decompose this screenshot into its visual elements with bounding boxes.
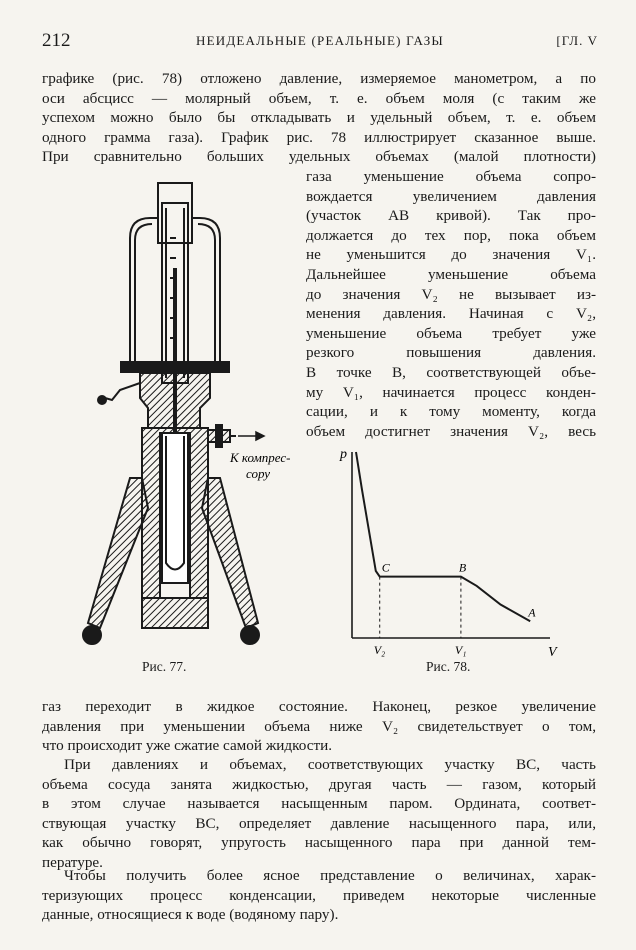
running-title: НЕИДЕАЛЬНЫЕ (РЕАЛЬНЫЕ) ГАЗЫ bbox=[196, 33, 444, 48]
base-plate bbox=[120, 361, 230, 373]
text-line: должается до тех пор, пока объем bbox=[306, 226, 596, 244]
text-line: пературе. bbox=[42, 853, 103, 871]
text-line: (участок AB кривой). Так про- bbox=[306, 207, 596, 225]
point-b-label: B bbox=[458, 560, 467, 575]
text-line: Чтобы получить более ясное представление о величинах, харак- bbox=[64, 867, 596, 884]
text-line: объема сосуда занята жидкостью, другая часть — газом, который bbox=[42, 775, 596, 793]
paragraph-1-top bbox=[42, 69, 596, 167]
text-line: давления при уменьшении объема ниже V₂ свидетельствует о том, bbox=[42, 717, 596, 735]
clamp-screw bbox=[98, 383, 140, 404]
figure-77-caption: Рис. 77. bbox=[142, 659, 187, 674]
point-c-label: C bbox=[381, 560, 390, 575]
text-line: что происходит уже сжатие самой жидкости. bbox=[42, 737, 333, 755]
paragraph-1-wrap bbox=[306, 167, 596, 441]
text-line: При давлениях и объемах, соответствующих участку BC, часть bbox=[64, 756, 596, 773]
paragraph-3 bbox=[42, 866, 596, 925]
paragraph-1-end bbox=[42, 697, 596, 756]
page-number: 212 bbox=[42, 30, 71, 51]
tick-label-v2: V₂ bbox=[373, 643, 386, 657]
text-line: сации, и к тому моменту, когда bbox=[306, 403, 596, 421]
text-line: му V₁, начинается процесс конден- bbox=[306, 383, 596, 401]
text-line: газа уменьшение объема сопро- bbox=[306, 168, 596, 185]
point-a-label: A bbox=[528, 605, 536, 620]
text-line: до значения V₂ не вызывает из- bbox=[306, 285, 596, 303]
x-axis-label: V bbox=[548, 645, 557, 660]
chapter-label: [ГЛ. V bbox=[556, 33, 598, 48]
arrow-to-compressor bbox=[238, 432, 264, 440]
text-line: объем достигнет значения V₂, весь bbox=[306, 422, 596, 440]
y-axis-label: p bbox=[340, 447, 347, 462]
tick-label-v1: V₁ bbox=[454, 643, 467, 657]
isotherm-curve bbox=[356, 452, 530, 621]
text-line: резкого повышения давления. bbox=[306, 344, 596, 362]
compressor-label-line1: К компрес- bbox=[230, 450, 291, 465]
text-line: успехом можно было бы откладывать и удельный объем, т. е. объем bbox=[42, 109, 596, 127]
text-line: оси абсцисс — молярный объем, т. е. объем моля (с таким же bbox=[42, 89, 596, 107]
text-line: вождается увеличением давления bbox=[306, 187, 596, 205]
text-line: графике (рис. 78) отложено давление, измеряемое манометром, а по bbox=[42, 70, 596, 87]
text-line: Дальнейшее уменьшение объема bbox=[306, 265, 596, 283]
text-line: менения давления. Начиная с V₂, bbox=[306, 305, 596, 323]
text-line: ствующая участку BC, определяет давление насыщенного пара, или, bbox=[42, 814, 596, 832]
text-line: уменьшение объема требует уже bbox=[306, 324, 596, 342]
compressor-label-line2: сору bbox=[246, 466, 271, 481]
page-header bbox=[42, 30, 598, 52]
text-line: данные, относящиеся к воде (водяному пару). bbox=[42, 906, 339, 924]
figure-78-chart bbox=[330, 442, 570, 672]
figure-78-caption: Рис. 78. bbox=[426, 659, 471, 674]
text-line: При сравнительно больших удельных объемах (малой плотности) bbox=[42, 148, 596, 166]
text-line: В точке B, соответствующей объе- bbox=[306, 363, 596, 381]
body-hatched bbox=[140, 373, 210, 628]
figure-77-apparatus bbox=[70, 178, 320, 658]
side-valve bbox=[208, 425, 236, 447]
text-line: газ переходит в жидкое состояние. Наконец, резкое увеличение bbox=[42, 698, 596, 715]
text-line: в этом случае называется насыщенным паром. Ордината, соответ- bbox=[42, 795, 596, 813]
paragraph-2 bbox=[42, 755, 596, 873]
text-line: одного грамма газа). График рис. 78 иллюстрирует сказанное выше. bbox=[42, 128, 596, 146]
text-line: не уменьшится до значения V₁. bbox=[306, 246, 596, 264]
text-line: теризующих процесс конденсации, приведем некоторые численные bbox=[42, 886, 596, 904]
text-line: как обычно говорят, упругость насыщенного пара при данной тем- bbox=[42, 834, 596, 852]
axes bbox=[352, 452, 550, 638]
